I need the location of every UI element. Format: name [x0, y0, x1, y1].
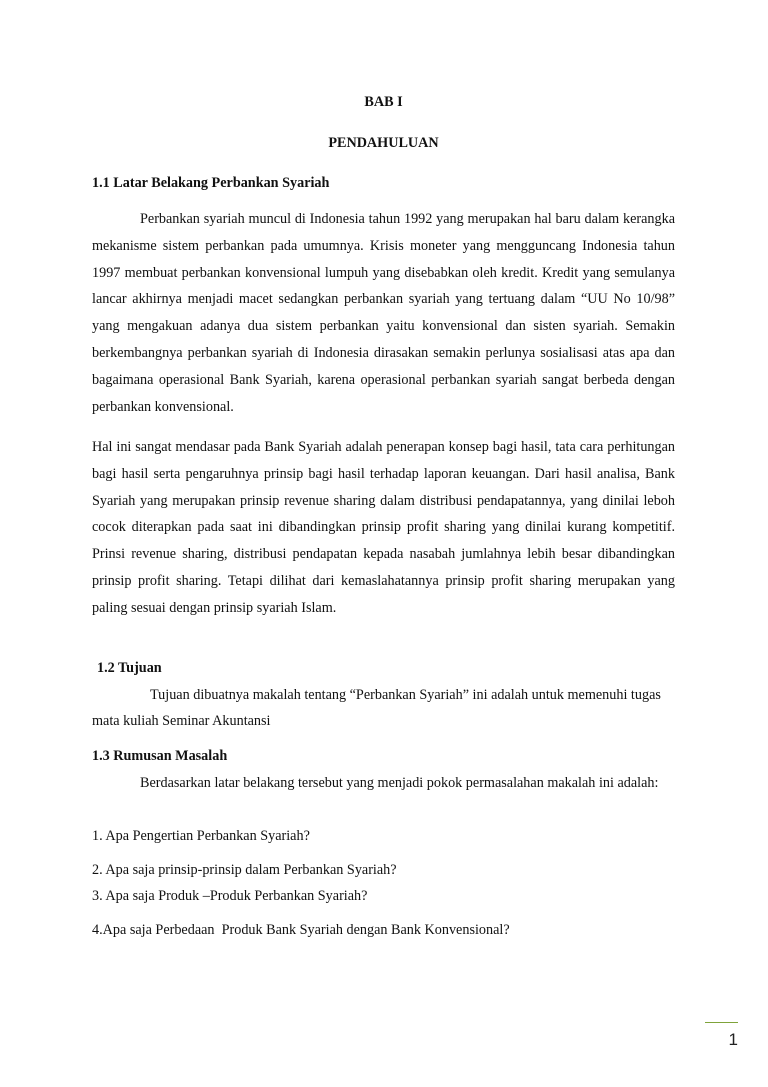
problem-item-3: 3. Apa saja Produk –Produk Perbankan Syariah?	[92, 888, 368, 904]
paragraph-background-1: Perbankan syariah muncul di Indonesia tahun 1992 yang merupakan hal baru dalam kerangka mekanisme sistem perbankan pada umumnya. Krisis moneter yang mengguncang Indonesia tahun 1997 membuat perbankan konvensional lumpuh yang disebabkan oleh kredit. Kredit yang semulanya lancar akhirnya menjadi macet sedangkan perbankan syariah yang tertuang dalam “UU No 10/98” yang mengakuan adanya dua sistem perbankan yaitu konvensional dan sisten syariah. Semakin berkembangnya perbankan syariah di Indonesia dirasakan semakin perlunya sosialisasi atas apa dan bagaimana operasional Bank Syariah, karena operasional perbankan syariah sangat berbeda dengan perbankan konvensional.	[92, 211, 675, 415]
footer-rule	[705, 1022, 738, 1023]
paragraph-background-2: Hal ini sangat mendasar pada Bank Syariah adalah penerapan konsep bagi hasil, tata cara perhitungan bagi hasil serta pengaruhnya prinsip bagi hasil terhadap laporan keuangan. Dari hasil analisa, Bank Syariah yang merupakan prinsip revenue sharing dalam distribusi pendapatannya, yang dinilai leboh cocok diterapkan pada saat ini dibandingkan prinsip profit sharing yang dinilai kurang kompetitif. Prinsi revenue sharing, distribusi pendapatan kepada nasabah jumlahnya lebih besar dibandingkan prinsip profit sharing. Tetapi dilihat dari kemaslahatannya prinsip profit sharing merupakan yang paling sesuai dengan prinsip syariah Islam.	[92, 439, 675, 616]
section-heading-1-1: 1.1 Latar Belakang Perbankan Syariah	[92, 175, 330, 191]
chapter-title: PENDAHULUAN	[328, 135, 439, 151]
problem-item-4: 4.Apa saja Perbedaan Produk Bank Syariah dengan Bank Konvensional?	[92, 922, 510, 938]
problem-intro: Berdasarkan latar belakang tersebut yang menjadi pokok permasalahan makalah ini adalah:	[140, 775, 659, 791]
paragraph-objective: Tujuan dibuatnya makalah tentang “Perbankan Syariah” ini adalah untuk memenuhi tugas mata kuliah Seminar Akuntansi	[92, 687, 661, 729]
problem-item-1: 1. Apa Pengertian Perbankan Syariah?	[92, 828, 310, 844]
problem-item-2: 2. Apa saja prinsip-prinsip dalam Perbankan Syariah?	[92, 862, 397, 878]
section-heading-1-2: 1.2 Tujuan	[97, 660, 162, 676]
section-heading-1-3: 1.3 Rumusan Masalah	[92, 748, 228, 764]
chapter-number: BAB I	[364, 94, 403, 110]
page-number: 1	[728, 1030, 738, 1049]
